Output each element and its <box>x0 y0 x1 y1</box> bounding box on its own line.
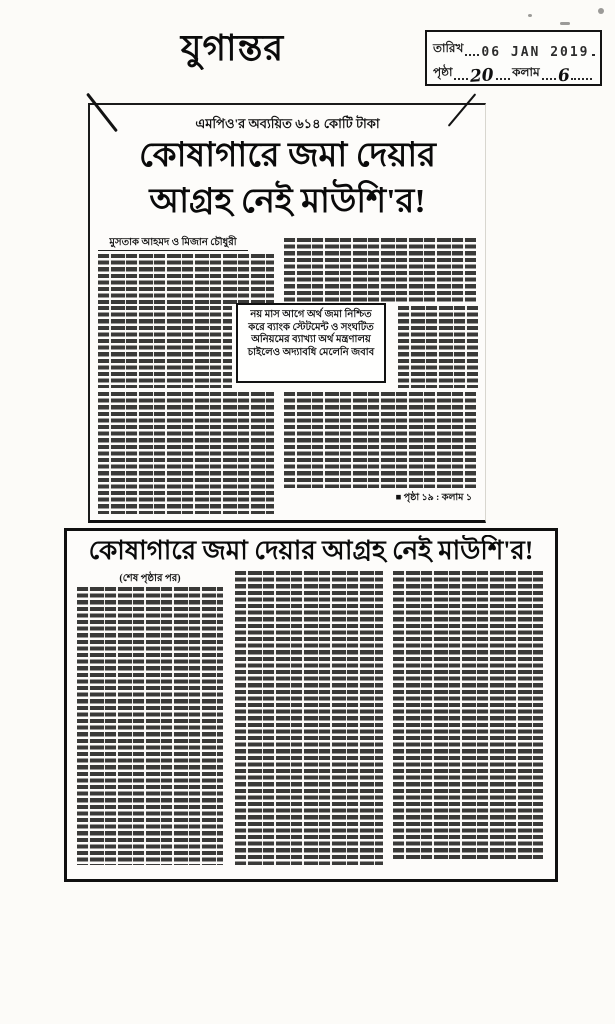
dotted-leader <box>542 78 556 80</box>
main-headline-line2: আগ্রহ নেই মাউশি'র! <box>149 183 426 220</box>
stamp-column-value-handwritten: 6 <box>556 65 571 87</box>
dotted-leader <box>454 78 468 80</box>
body-text-block <box>235 571 383 865</box>
body-text-block <box>284 238 476 302</box>
stamp-page-row <box>433 60 594 87</box>
dotted-leader <box>592 54 593 56</box>
body-text-block <box>77 587 223 865</box>
body-text-block <box>98 392 274 514</box>
top-news-clipping <box>88 103 486 523</box>
scan-noise <box>528 14 532 17</box>
dotted-leader <box>496 78 510 80</box>
continuation-note: ■ পৃষ্ঠা ১৯ : কলাম ১ <box>395 493 472 503</box>
body-text-block <box>284 392 476 488</box>
stamp-column-label: কলাম <box>512 65 540 79</box>
body-text-block <box>98 254 274 304</box>
bottom-news-clipping <box>64 528 558 882</box>
dotted-leader <box>571 78 592 80</box>
pull-quote-box: নয় মাস আগে অর্থ জমা নিশ্চিত করে ব্যাংক স্টেটমেন্ট ও সংঘটিত অনিয়মের ব্যাখ্যা অর্থ মন্ত্রণালয় চাইলেও অদ্যাবধি মেলেনি জবাব <box>236 303 386 383</box>
scan-noise <box>598 8 604 14</box>
byline: মুসতাক আহমদ ও মিজান চৌধুরী <box>98 235 248 251</box>
stamp-page-label: পৃষ্ঠা <box>433 65 453 79</box>
dotted-leader <box>465 54 479 56</box>
body-text-block <box>98 306 232 388</box>
date-stamp-box <box>425 30 602 86</box>
newspaper-masthead: যুগান্তর <box>180 28 285 68</box>
stamp-date-label: তারিখ <box>433 41 464 55</box>
stamp-date-row <box>433 36 594 60</box>
body-text-block <box>398 306 478 388</box>
continued-from-note: (শেষ পৃষ্ঠার পর) <box>119 573 181 584</box>
stamp-page-value-handwritten: 20 <box>469 65 495 87</box>
kicker-headline: এমপিও'র অব্যয়িত ৬১৪ কোটি টাকা <box>195 116 380 131</box>
scan-noise <box>560 22 570 25</box>
main-headline <box>90 133 485 225</box>
body-text-block <box>393 571 543 861</box>
stamp-date-value: 06 JAN 2019 <box>481 45 590 60</box>
jump-page-headline: কোষাগারে জমা দেয়ার আগ্রহ নেই মাউশি'র! <box>88 536 534 565</box>
main-headline-line1: কোষাগারে জমা দেয়ার <box>139 137 436 174</box>
